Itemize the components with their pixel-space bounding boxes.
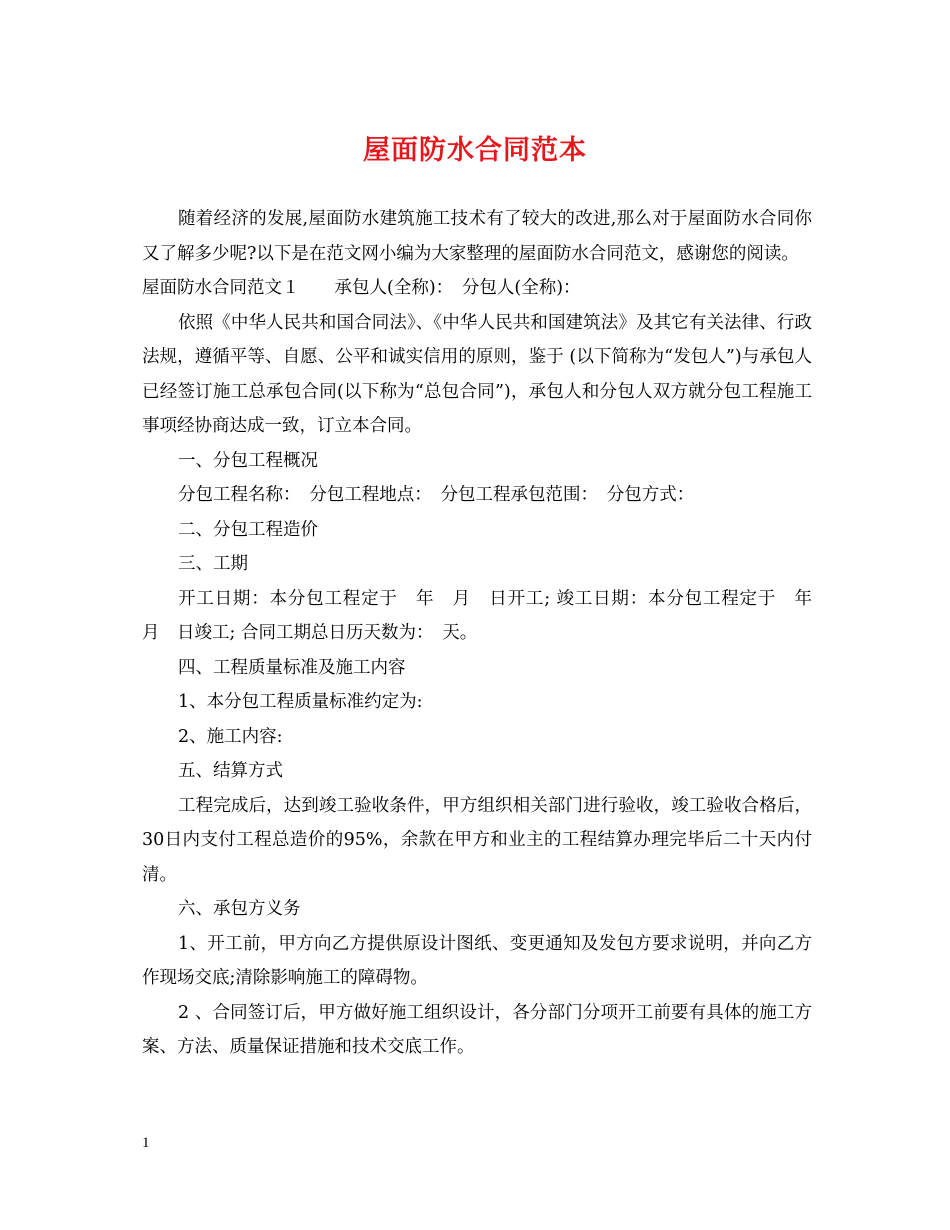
paragraph-obligation-2: 2 、合同签订后，甲方做好施工组织设计，各分部门分项开工前要有具体的施工方案、方法、质量保证措施和技术交底工作。 [142, 1002, 812, 1057]
paragraph-intro: 随着经济的发展,屋面防水建筑施工技术有了较大的改进,那么对于屋面防水合同你又了解多少呢?以下是在范文网小编为大家整理的屋面防水合同范文，感谢您的阅读。 [142, 209, 812, 264]
section-heading-settlement: 五、结算方式 [178, 761, 283, 781]
paragraph-settlement-terms: 工程完成后，达到竣工验收条件，甲方组织相关部门进行验收，竣工验收合格后，30日内支付工程总造价的95%，余款在甲方和业主的工程结算办理完毕后二十天内付清。 [142, 795, 812, 885]
document-body [142, 202, 830, 1065]
section-heading-quality: 四、工程质量标准及施工内容 [178, 657, 406, 678]
section-heading-overview: 一、分包工程概况 [178, 450, 318, 471]
paragraph-legal-basis: 依照《中华人民共和国合同法》、《中华人民共和国建筑法》及其它有关法律、行政法规，遵循平等、自愿、公平和诚实信用的原则，鉴于 (以下简称为“发包人”)与承包人已经签订施工总承包合同(以下称为“总包合同”)，承包人和分包人双方就分包工程施工事项经协商达成一致，订立本合同。 [142, 312, 812, 436]
page-number: 1 [142, 1135, 150, 1151]
paragraph-schedule-dates: 开工日期：本分包工程定于 年 月 日开工; 竣工日期：本分包工程定于 年 月 日竣工; 合同工期总日历天数为： 天。 [142, 588, 830, 643]
paragraph-obligation-1: 1、开工前，甲方向乙方提供原设计图纸、变更通知及发包方要求说明，并向乙方作现场交底;清除影响施工的障碍物。 [142, 933, 812, 988]
paragraph-overview-fields: 分包工程名称： 分包工程地点： 分包工程承包范围： 分包方式： [178, 485, 695, 505]
paragraph-quality-standard: 1、本分包工程质量标准约定为: [178, 692, 423, 712]
section-heading-obligations: 六、承包方义务 [178, 899, 301, 919]
paragraph-parties: 屋面防水合同范文１ 承包人(全称)： 分包人(全称)： [142, 278, 581, 298]
paragraph-construction-content: 2、施工内容: [178, 726, 283, 747]
section-heading-cost: 二、分包工程造价 [178, 519, 318, 540]
document-title: 屋面防水合同范本 [363, 135, 587, 166]
section-heading-schedule: 三、工期 [178, 554, 248, 574]
